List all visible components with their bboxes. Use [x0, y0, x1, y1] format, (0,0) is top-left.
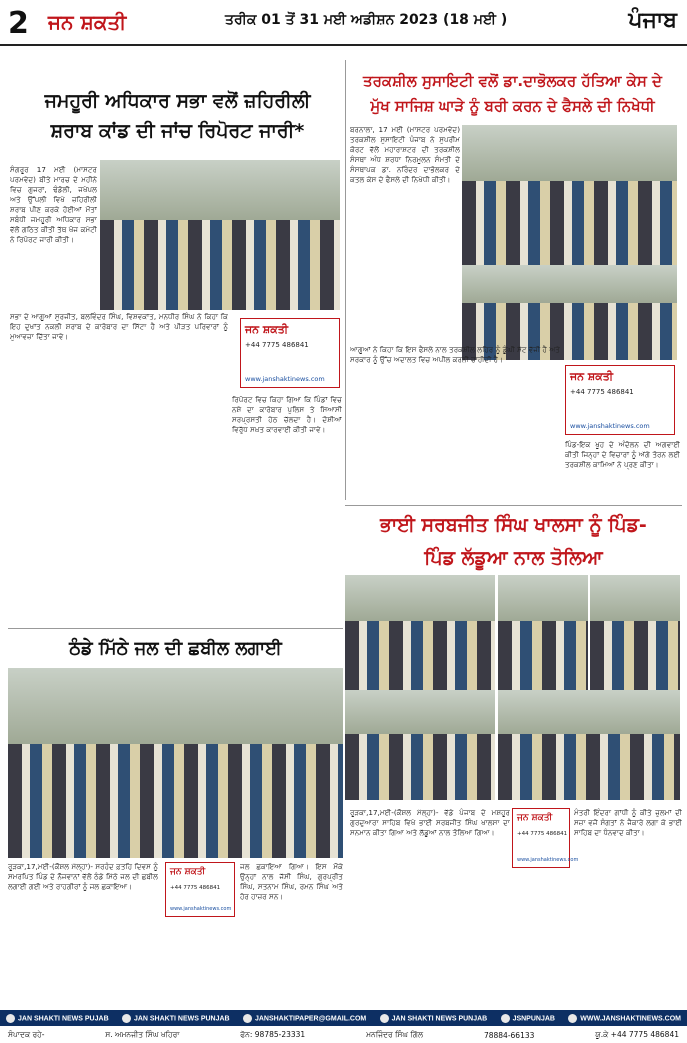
article1-headline-line2: ਸ਼ਰਾਬ ਕਾਂਡ ਦੀ ਜਾਂਚ ਰਿਪੋਰਟ ਜਾਰੀ*	[50, 120, 305, 142]
article3-body-col1: ਰੂੜਕਾ,17,ਮਈ-(ਕੌਸ਼ਲ ਮੱਲ੍ਹਾ)- ਵੱਡੇ ਪੰਜਾਬ ਦੇ ਮਸ਼ਹੂਰ ਗੁਰਦੁਆਰਾ ਸਾਹਿਬ ਵਿਖੇ ਭਾਈ ਸਰਬਜੀਤ ਸਿੰਘ ਖਾਲਸਾ ਦਾ ਸਨਮਾਨ ਕੀਤਾ ਗਿਆ ਅਤੇ ਲੱਡੂਆਂ ਨਾਲ ਤੋਲਿਆ ਗਿਆ।	[350, 808, 510, 837]
column-divider	[345, 60, 346, 500]
instagram-icon	[380, 1014, 389, 1023]
globe-icon	[568, 1014, 577, 1023]
publication-badge	[240, 318, 340, 388]
article1-body-col3: ਰਿਪੋਰਟ ਵਿਚ ਕਿਹਾ ਗਿਆ ਕਿ ਪਿੰਡਾਂ ਵਿਚ ਨਸ਼ੇ ਦਾ ਕਾਰੋਬਾਰ ਪੁਲਿਸ ਤੇ ਸਿਆਸੀ ਸਰਪ੍ਰਸਤੀ ਹੇਠ ਚੱਲਦਾ ਹੈ। ਦੋਸ਼ੀਆਂ ਵਿਰੁੱਧ ਸਖ਼ਤ ਕਾਰਵਾਈ ਕੀਤੀ ਜਾਵੇ।	[232, 395, 342, 434]
youtube-icon	[122, 1014, 131, 1023]
article3-photo-1	[345, 575, 495, 690]
social-youtube[interactable]: JAN SHAKTI NEWS PUNJAB	[122, 1014, 230, 1023]
footer-phone-2: 78884-66133	[483, 1030, 535, 1040]
article3-photo-4	[345, 690, 495, 800]
badge-site: www.janshaktinews.com	[245, 375, 325, 383]
article3-headline-line2: ਪਿੰਡ ਲੱਡੂਆ ਨਾਲ ਤੋਲਿਆ	[424, 547, 603, 569]
social-facebook[interactable]: JAN SHAKTI NEWS PUJAB	[6, 1014, 109, 1023]
social-twitter[interactable]: JSNPUNJAB	[501, 1014, 555, 1023]
footer-phone-1: ਫੋਨ: 98785-23331	[240, 1030, 306, 1039]
masthead-logo: ਜਨ ਸ਼ਕਤੀ	[48, 10, 127, 34]
article2-headline-line2: ਮੁੱਖ ਸਾਜਿਸ਼ ਘਾੜੇ ਨੂੰ ਬਰੀ ਕਰਨ ਦੇ ਫੈਸਲੇ ਦੀ ਨਿਖੇਧੀ	[370, 97, 655, 115]
article4-headline: ਠੰਡੇ ਮਿੱਠੇ ਜਲ ਦੀ ਛਬੀਲ ਲਗਾਈ	[69, 638, 282, 659]
badge-phone: +44 7775 486841	[245, 341, 309, 349]
footer-chief-editor: ਸ. ਅਮਨਜੀਤ ਸਿੰਘ ਖਹਿਰਾ	[105, 1030, 180, 1039]
article3-photo-3	[590, 575, 680, 690]
publication-badge-4: ਜਨ ਸ਼ਕਤੀ +44 7775 486841 www.janshaktinews.com	[165, 862, 235, 917]
social-bar	[0, 1010, 687, 1026]
twitter-icon	[501, 1014, 510, 1023]
article2-body-col1: ਬਰਨਾਲਾ, 17 ਮਈ (ਮਾਸਟਰ ਪਰਮਵੇਦ) ਤਰਕਸ਼ੀਲ ਸੁਸਾਇਟੀ ਪੰਜਾਬ ਨੇ ਸੁਪਰੀਮ ਕੋਰਟ ਵੱਲੋਂ ਮਹਾਰਾਸ਼ਟਰ ਦੀ ਤਰਕਸ਼ੀਲ ਸੰਸਥਾ ਅੰਧ ਸ਼ਰਧਾ ਨਿਰਮੂਲਨ ਸੰਮਤੀ ਦੇ ਸੰਸਥਾਪਕ ਡਾ. ਨਰਿੰਦਰ ਦਾਭੋਲਕਰ ਦੇ ਕਤਲ ਕੇਸ ਦੇ ਫੈਸਲੇ ਦੀ ਨਿਖੇਧੀ ਕੀਤੀ।	[350, 125, 460, 184]
article3-headline-line1: ਭਾਈ ਸਰਬਜੀਤ ਸਿੰਘ ਖਾਲਸਾ ਨੂੰ ਪਿੰਡ-	[380, 514, 647, 536]
article3-photo-5	[498, 690, 680, 800]
article4-top-rule	[8, 628, 343, 629]
article1-headline-line1: ਜਮਹੂਰੀ ਅਧਿਕਾਰ ਸਭਾ ਵਲੋਂ ਜ਼ਹਿਰੀਲੀ	[44, 90, 311, 112]
facebook-icon	[6, 1014, 15, 1023]
article2-body-col3: ਪਿੰਡ-ਇਕ ਖੂਹ ਦੇ ਅੰਦੋਲਨ ਦੀ ਅਗਵਾਈ ਕੀਤੀ ਜਿਨ੍ਹਾਂ ਦੇ ਵਿਚਾਰਾਂ ਨੂੰ ਅੱਗੇ ਤੋਰਨ ਲਈ ਤਰਕਸ਼ੀਲ ਕਾਮਿਆਂ ਨੇ ਪ੍ਰਣ ਕੀਤਾ।	[565, 440, 680, 469]
article2-photo-1	[462, 125, 677, 265]
article3-top-rule	[345, 505, 682, 506]
footer-editor-2: ਮਨਜਿੰਦਰ ਸਿੰਘ ਗਿੱਲ	[366, 1030, 424, 1039]
article1-body-col1: ਸੰਗਰੂਰ 17 ਮਈ (ਮਾਸਟਰ ਪਰਮਵੇਦ) ਬੀਤੇ ਮਾਰਚ ਦੇ ਮਹੀਨੇ ਵਿਚ ਗੁਜਰਾਂ, ਢੰਡੋਲੀ, ਜਖੇਪਲ ਅਤੇ ਉੱਪਲੀ ਵਿਖੇ ਜ਼ਹਿਰੀਲੀ ਸ਼ਰਾਬ ਪੀਣ ਕਰਕੇ ਹੋਈਆਂ ਮੌਤਾਂ ਸਬੰਧੀ ਜਮਹੂਰੀ ਅਧਿਕਾਰ ਸਭਾ ਵੱਲੋਂ ਗਠਿਤ ਕੀਤੀ ਤੱਥ ਖੋਜ ਕਮੇਟੀ ਨੇ ਰਿਪੋਰਟ ਜਾਰੀ ਕੀਤੀ।	[10, 165, 97, 244]
article4-photo	[8, 668, 343, 858]
article3-photo-2	[498, 575, 588, 690]
publication-badge-3: ਜਨ ਸ਼ਕਤੀ +44 7775 486841 www.janshaktinews.com	[512, 808, 570, 868]
social-website[interactable]: WWW.JANSHAKTINEWS.COM	[568, 1014, 681, 1023]
edition-date: ਤਰੀਕ 01 ਤੋਂ 31 ਮਈ ਅਡੀਸ਼ਨ 2023 (18 ਮਈ )	[225, 12, 508, 28]
page-footer	[0, 1027, 687, 1043]
footer-editor-label: ਸੰਪਾਦਕ ਰਹੇ-	[8, 1030, 45, 1039]
badge-logo: ਜਨ ਸ਼ਕਤੀ	[245, 323, 289, 336]
page-number: 2	[8, 6, 29, 41]
article3-body-col2: ਮੰਤਰੀ ਇੰਦਰਾ ਗਾਂਧੀ ਨੂੰ ਕੀਤੇ ਜ਼ੁਲਮਾਂ ਦੀ ਸਜ਼ਾ ਵਜੋਂ ਸੰਗਤਾਂ ਨੇ ਜੈਕਾਰੇ ਲਗਾ ਕੇ ਭਾਈ ਸਾਹਿਬ ਦਾ ਧੰਨਵਾਦ ਕੀਤਾ।	[574, 808, 682, 837]
social-instagram[interactable]: JAN SHAKTI NEWS PUNJAB	[380, 1014, 488, 1023]
article4-body-col1: ਰੂੜਕਾ,17,ਮਈ-(ਕੌਸ਼ਲ ਮੱਲ੍ਹਾ)- ਸਰਹੰਦ ਫ਼ਤਹਿ ਦਿਵਸ ਨੂੰ ਸਮਰਪਿਤ ਪਿੰਡ ਦੇ ਨੌਜਵਾਨਾਂ ਵੱਲੋਂ ਠੰਡੇ ਮਿੱਠੇ ਜਲ ਦੀ ਛਬੀਲ ਲਗਾਈ ਗਈ ਅਤੇ ਰਾਹਗੀਰਾਂ ਨੂੰ ਜਲ ਛਕਾਇਆ।	[8, 862, 158, 891]
article2-headline-line1: ਤਰਕਸ਼ੀਲ ਸੁਸਾਇਟੀ ਵਲੋਂ ਡਾ.ਦਾਭੋਲਕਰ ਹੱਤਿਆ ਕੇਸ ਦੇ	[362, 72, 662, 90]
article1-body-col2: ਸਭਾ ਦੇ ਆਗੂਆਂ ਸੁਰਜੀਤ, ਬਲਵਿੰਦਰ ਸਿੰਘ, ਵਿਸ਼ਵਕਾਂਤ, ਮਨਧੀਰ ਸਿੰਘ ਨੇ ਕਿਹਾ ਕਿ ਇਹ ਦੁਖਾਂਤ ਨਕਲੀ ਸ਼ਰਾਬ ਦੇ ਕਾਰੋਬਾਰ ਦਾ ਸਿੱਟਾ ਹੈ ਅਤੇ ਪੀੜਤ ਪਰਿਵਾਰਾਂ ਨੂੰ ਮੁਆਵਜ਼ਾ ਦਿੱਤਾ ਜਾਵੇ।	[10, 312, 228, 341]
article2-body-col2: ਆਗੂਆਂ ਨੇ ਕਿਹਾ ਕਿ ਇਸ ਫੈਸਲੇ ਨਾਲ ਤਰਕਸ਼ੀਲ ਲਹਿਰ ਨੂੰ ਡੂੰਘੀ ਸੱਟ ਵੱਜੀ ਹੈ ਅਤੇ ਸਰਕਾਰ ਨੂੰ ਉੱਚ ਅਦਾਲਤ ਵਿਚ ਅਪੀਲ ਕਰਨੀ ਚਾਹੀਦੀ ਹੈ।	[350, 345, 560, 364]
page-header	[0, 0, 687, 46]
article4-body-col2: ਜਲ ਛਕਾਇਆ ਗਿਆ। ਇਸ ਮੌਕੇ ਉਨ੍ਹਾਂ ਨਾਲ ਜੱਸੀ ਸਿੰਘ, ਗੁਰਪ੍ਰੀਤ ਸਿੰਘ, ਸਤਨਾਮ ਸਿੰਘ, ਰਮਨ ਸਿੰਘ ਅਤੇ ਹੋਰ ਹਾਜ਼ਰ ਸਨ।	[240, 862, 343, 901]
section-title: ਪੰਜਾਬ	[628, 8, 677, 33]
publication-badge-2: ਜਨ ਸ਼ਕਤੀ +44 7775 486841 www.janshaktinews.com	[565, 365, 675, 435]
article1-photo	[100, 160, 340, 310]
email-icon	[243, 1014, 252, 1023]
footer-uk-phone: ਯੂ.ਕੇ +44 7775 486841	[595, 1030, 679, 1039]
social-email[interactable]: JANSHAKTIPAPER@GMAIL.COM	[243, 1014, 366, 1023]
